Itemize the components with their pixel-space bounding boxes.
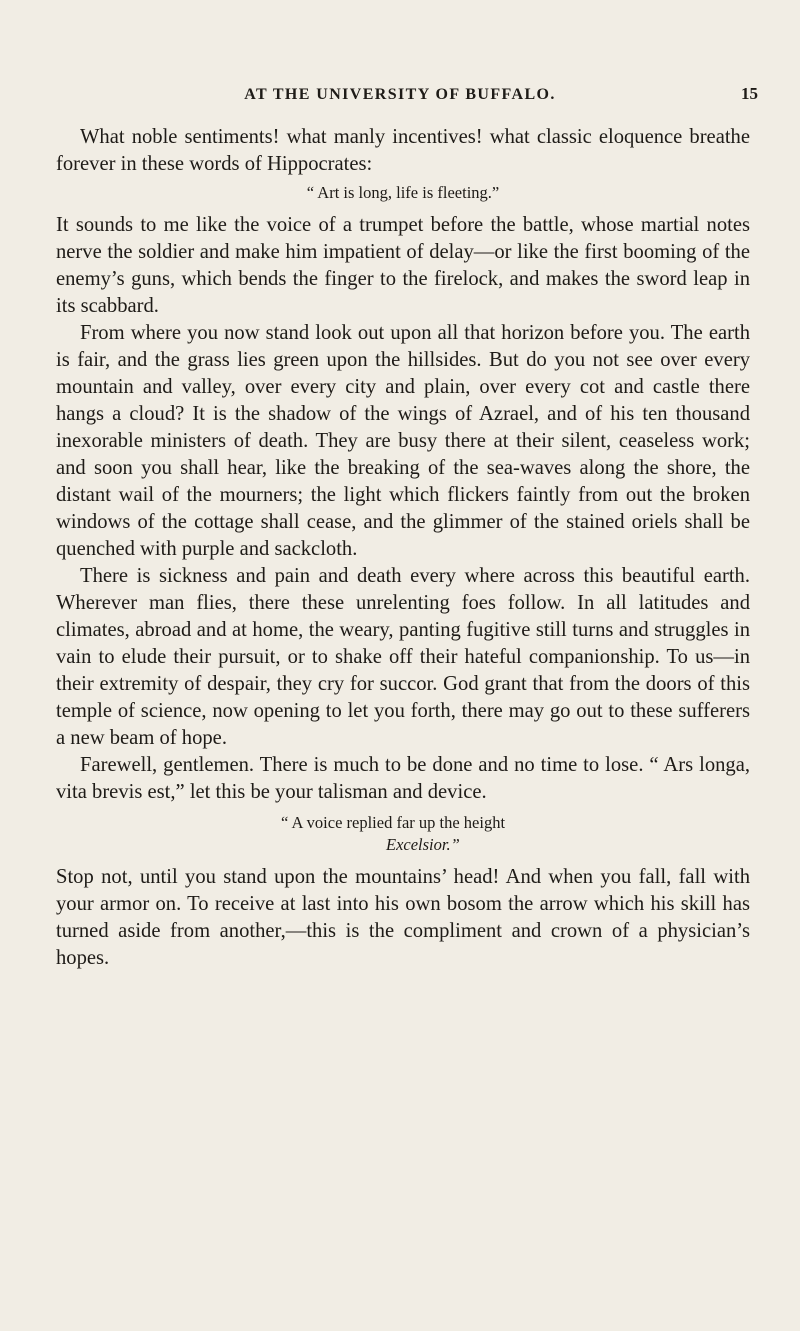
quote-art-is-long: “ Art is long, life is fleeting.” bbox=[306, 183, 500, 202]
body-text bbox=[56, 124, 750, 972]
running-head bbox=[0, 84, 800, 110]
paragraph-1: What noble sentiments! what manly incentives! what classic eloquence breathe forever in these words of Hippocrates: bbox=[56, 126, 750, 175]
verse-line-2: Excelsior.” bbox=[386, 835, 460, 854]
paragraph-5: Farewell, gentlemen. There is much to be done and no time to lose. “ Ars longa, vita brevis est,” let this be your talisman and device. bbox=[56, 754, 750, 803]
paragraph-2: It sounds to me like the voice of a trumpet before the battle, whose martial notes nerve the soldier and make him impatient of delay—or like the first booming of the enemy’s guns, which bends the finger to the firelock, and makes the sword leap in its scabbard. bbox=[56, 214, 750, 317]
running-title: AT THE UNIVERSITY OF BUFFALO. bbox=[244, 86, 556, 103]
paragraph-6: Stop not, until you stand upon the mountains’ head! And when you fall, fall with your armor on. To receive at last into his own bosom the arrow which his skill has turned aside from another,—this is the compliment and crown of a physician’s hopes. bbox=[56, 866, 750, 969]
verse-excelsior bbox=[56, 812, 750, 856]
verse-line-1: “ A voice replied far up the height bbox=[281, 813, 506, 832]
paragraph-3: From where you now stand look out upon all that horizon before you. The earth is fair, and the grass lies green upon the hillsides. But do you not see over every mountain and valley, over every city and plain, over every cot and castle there hangs a cloud? It is the shadow of the wings of Azrael, and of his ten thousand inexorable ministers of death. They are busy there at their silent, ceaseless work; and soon you shall hear, like the breaking of the sea-waves along the shore, the distant wail of the mourners; the light which flickers faintly from out the broken windows of the cottage shall cease, and the glimmer of the stained oriels shall be quenched with purple and sackcloth. bbox=[56, 322, 750, 560]
paragraph-4: There is sickness and pain and death every where across this beautiful earth. Wherever man flies, there these unrelenting foes follow. In all latitudes and climates, abroad and at home, the weary, panting fugitive still turns and struggles in vain to elude their pursuit, or to shake off their hateful companionship. To us—in their extremity of despair, they cry for succor. God grant that from the doors of this temple of science, now opening to let you forth, there may go out to these sufferers a new beam of hope. bbox=[56, 565, 750, 749]
page-number: 15 bbox=[741, 84, 758, 103]
